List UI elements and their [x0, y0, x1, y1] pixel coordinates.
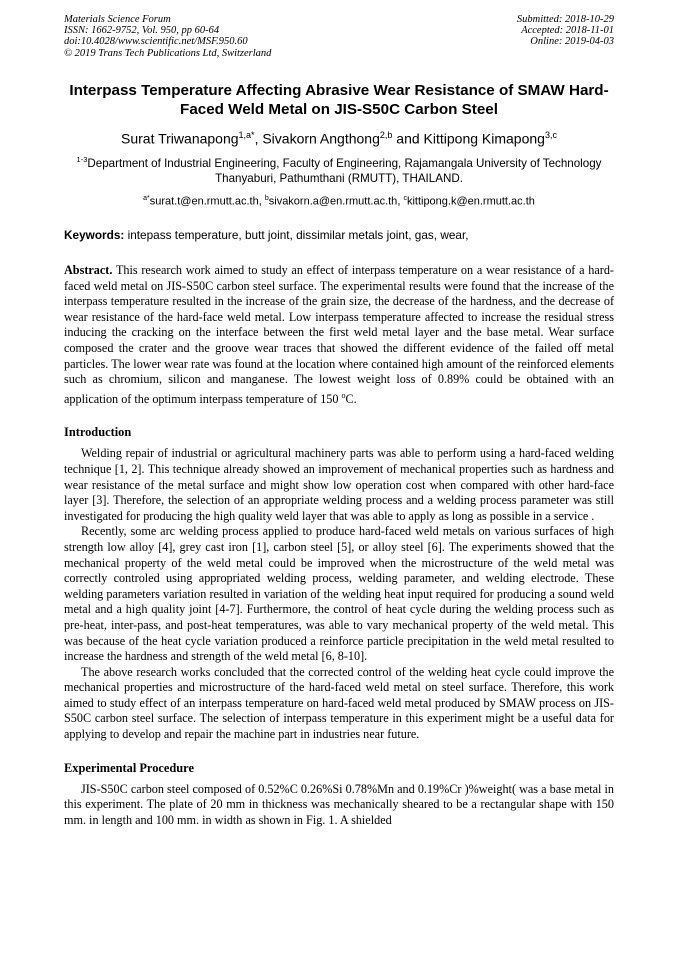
doi[interactable]: doi:10.4028/www.scientific.net/MSF.950.60 — [64, 36, 248, 48]
author-sep: and — [392, 130, 424, 147]
paragraph: Recently, some arc welding process applied to produce hard-faced weld metals on various surfaces of high strength low alloy [4], grey cast iron [1], carbon steel [5], or alloy steel [6]. The experiments showed that the mechanical property of the weld metal could be improved when the microstructure of the weld metal was correctly controled using appropriated welding process, welding parameter, and welding electrode. These welding parameters variation resulted in variation of the welding heat input required for producing a sound weld metal and a high quality joint [4-7]. Furthermore, the control of heat cycle during the welding process such as pre-heat, inter-pass, and post-heat temperatures, was able to vary mechanical property of the weld metal. This was because of the heat cycle variation produced a reinforce particle precipitation in the weld metal resulted to increase the hardness and strength of the weld metal [6, 8-10]. — [64, 524, 614, 664]
online-date: Online: 2019-04-03 — [530, 36, 614, 48]
author-sep: , — [254, 130, 263, 147]
degree-symbol: o — [341, 390, 346, 400]
abstract-unit: C. — [345, 391, 357, 406]
email-sup: c — [403, 195, 407, 203]
copyright: © 2019 Trans Tech Publications Ltd, Switzerland — [64, 47, 272, 59]
keywords — [64, 228, 614, 243]
abstract-label: Abstract. — [64, 262, 113, 277]
author-affil-sup: 2,b — [379, 129, 393, 140]
author: Surat Triwanapong — [121, 130, 239, 147]
email-sep: , — [258, 195, 265, 208]
issn: ISSN: 1662-9752, Vol. 950, pp 60-64 — [64, 25, 220, 37]
abstract — [64, 263, 614, 407]
email-sup: b — [264, 195, 269, 203]
email-sep: , — [397, 195, 404, 208]
abstract-text: This research work aimed to study an effect of interpass temperature on a wear resistance of a hard-faced weld metal on JIS-S50C carbon steel surface. The experimental results were found that the increase of the interpass temperature resulted in the increase of the grain size, the decrease of the hardness, and the decrease of wear resistance of the hard-face weld metal. Low interpass temperature affected to increase the residual stress inducing the cracking on the interface between the first weld metal layer and the base metal. Wear surface composed the crater and the groove wear traces that showed the different evidence of the failed off metal particles. The lower wear rate was found at the location where contained high amount of the reinforced elements such as chromium, silicon and manganese. The lowest weight loss of 0.89% could be obtained with an application of the optimum interpass temperature of 150 — [64, 262, 614, 406]
journal-info — [64, 14, 271, 59]
affiliation-text: Department of Industrial Engineering, Faculty of Engineering, Rajamangala University of Technology Thanyaburi, Pathumthani (RMUTT), THAILAND. — [87, 157, 602, 186]
author: Kittipong Kimapong — [423, 130, 545, 147]
section-heading-experimental: Experimental Procedure — [64, 760, 194, 775]
email-address[interactable]: kittipong.k@en.rmutt.ac.th — [406, 195, 535, 208]
paragraph: Welding repair of industrial or agricultural machinery parts was able to perform using a hard-faced welding technique [1, 2]. This technique already showed an improvement of mechanical properties such as hardness and wear resistance of the metal surface and might show low operation cost when compared with other hard-face layer [3]. Therefore, the selection of an appropriate welding process and a welding process parameter was still investigated for producing the high quality weld layer that was able to apply as long as possible in a service . — [64, 446, 614, 523]
email-address[interactable]: sivakorn.a@en.rmutt.ac.th — [268, 195, 398, 208]
journal-name: Materials Science Forum — [64, 14, 171, 25]
keywords-text: intepass temperature, butt joint, dissimilar metals joint, gas, wear, — [124, 227, 469, 242]
section-heading-introduction: Introduction — [64, 425, 132, 440]
author-affil-sup: 3,c — [544, 129, 557, 140]
email-list — [64, 192, 614, 209]
author-list — [64, 126, 614, 148]
keywords-label: Keywords: — [64, 227, 125, 242]
affiliation — [64, 152, 614, 186]
accepted-date: Accepted: 2018-11-01 — [521, 25, 614, 37]
dates-info — [517, 14, 614, 59]
email-sup: a* — [143, 195, 150, 203]
submitted-date: Submitted: 2018-10-29 — [516, 14, 614, 25]
paragraph: JIS-S50C carbon steel composed of 0.52%C 0.26%Si 0.78%Mn and 0.19%Cr )%weight( was a base metal in this experiment. The plate of 20 mm in thickness was mechanically sheared to be a rectangular shape with 150 mm. in length and 100 mm. in width as shown in Fig. 1. A shielded — [64, 781, 614, 827]
author-affil-sup: 1,a* — [238, 129, 255, 140]
publication-header — [64, 14, 614, 59]
paper-title: Interpass Temperature Affecting Abrasive Wear Resistance of SMAW Hard-Faced Weld Metal on JIS-S50C Carbon Steel — [69, 81, 609, 118]
paragraph: The above research works concluded that the corrected control of the welding heat cycle could improve the mechanical properties and microstructure of the hard-faced weld metal on steel surface. Therefore, this work aimed to study effect of an interpass temperature on hard-faced weld metal produced by SMAW process on JIS-S50C carbon steel surface. The selection of interpass temperature in this experiment might be a useful data for applying to develop and repair the machine part in industries near future. — [64, 664, 614, 742]
affiliation-sup: 1-3 — [76, 155, 88, 165]
email-address[interactable]: surat.t@en.rmutt.ac.th — [149, 195, 259, 208]
author: Sivakorn Angthong — [262, 130, 380, 147]
